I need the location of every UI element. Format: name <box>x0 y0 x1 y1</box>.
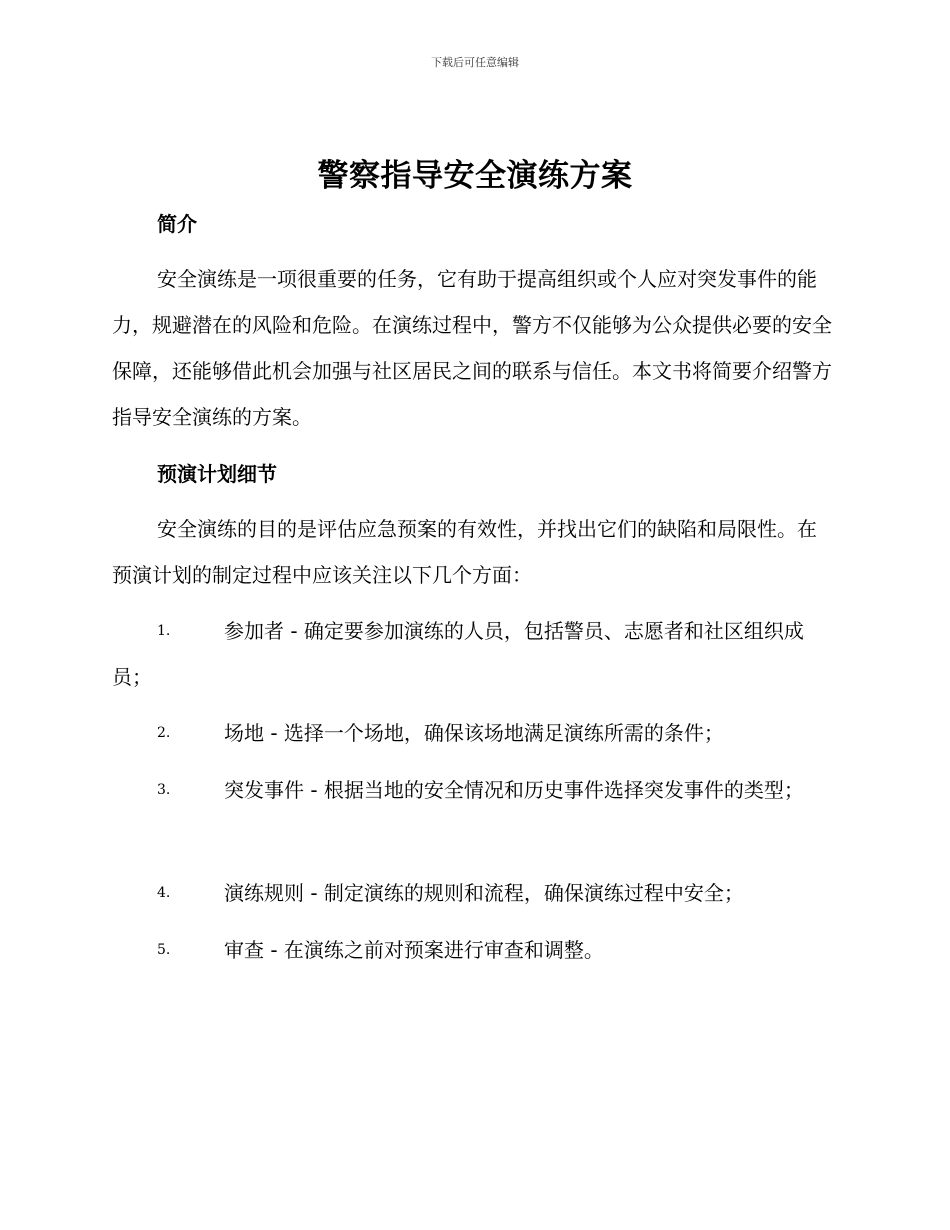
list-item-text: 演练规则 - 制定演练的规则和流程，确保演练过程中安全； <box>224 881 744 905</box>
list-item-text: 场地 - 选择一个场地，确保该场地满足演练所需的条件； <box>224 721 724 745</box>
list-item <box>112 710 832 756</box>
list-item <box>112 927 832 973</box>
list-item <box>112 608 832 700</box>
section-heading-intro: 简介 <box>157 212 197 236</box>
list-item <box>112 767 832 813</box>
header-note: 下载后可任意编辑 <box>431 56 519 69</box>
list-item-text: 突发事件 - 根据当地的安全情况和历史事件选择突发事件的类型； <box>224 778 804 802</box>
list-item-text: 审查 - 在演练之前对预案进行审查和调整。 <box>224 938 604 962</box>
list-item <box>112 870 832 916</box>
document-title: 警察指导安全演练方案 <box>317 158 633 194</box>
list-item-number: 4. <box>157 885 171 901</box>
list-item-number: 2. <box>157 725 171 741</box>
list-item-text: 参加者 - 确定要参加演练的人员，包括警员、志愿者和社区组织成员； <box>112 619 804 689</box>
list-item-number: 1. <box>157 623 171 639</box>
list-item-number: 5. <box>157 942 171 958</box>
section-heading-plan-details: 预演计划细节 <box>157 462 277 486</box>
plan-paragraph: 安全演练的目的是评估应急预案的有效性，并找出它们的缺陷和局限性。在预演计划的制定过程中应该关注以下几个方面： <box>112 517 817 587</box>
list-item-number: 3. <box>157 782 171 798</box>
intro-paragraph: 安全演练是一项很重要的任务，它有助于提高组织或个人应对突发事件的能力，规避潜在的风险和危险。在演练过程中，警方不仅能够为公众提供必要的安全保障，还能够借此机会加强与社区居民之间的联系与信任。本文书将简要介绍警方指导安全演练的方案。 <box>112 267 832 429</box>
